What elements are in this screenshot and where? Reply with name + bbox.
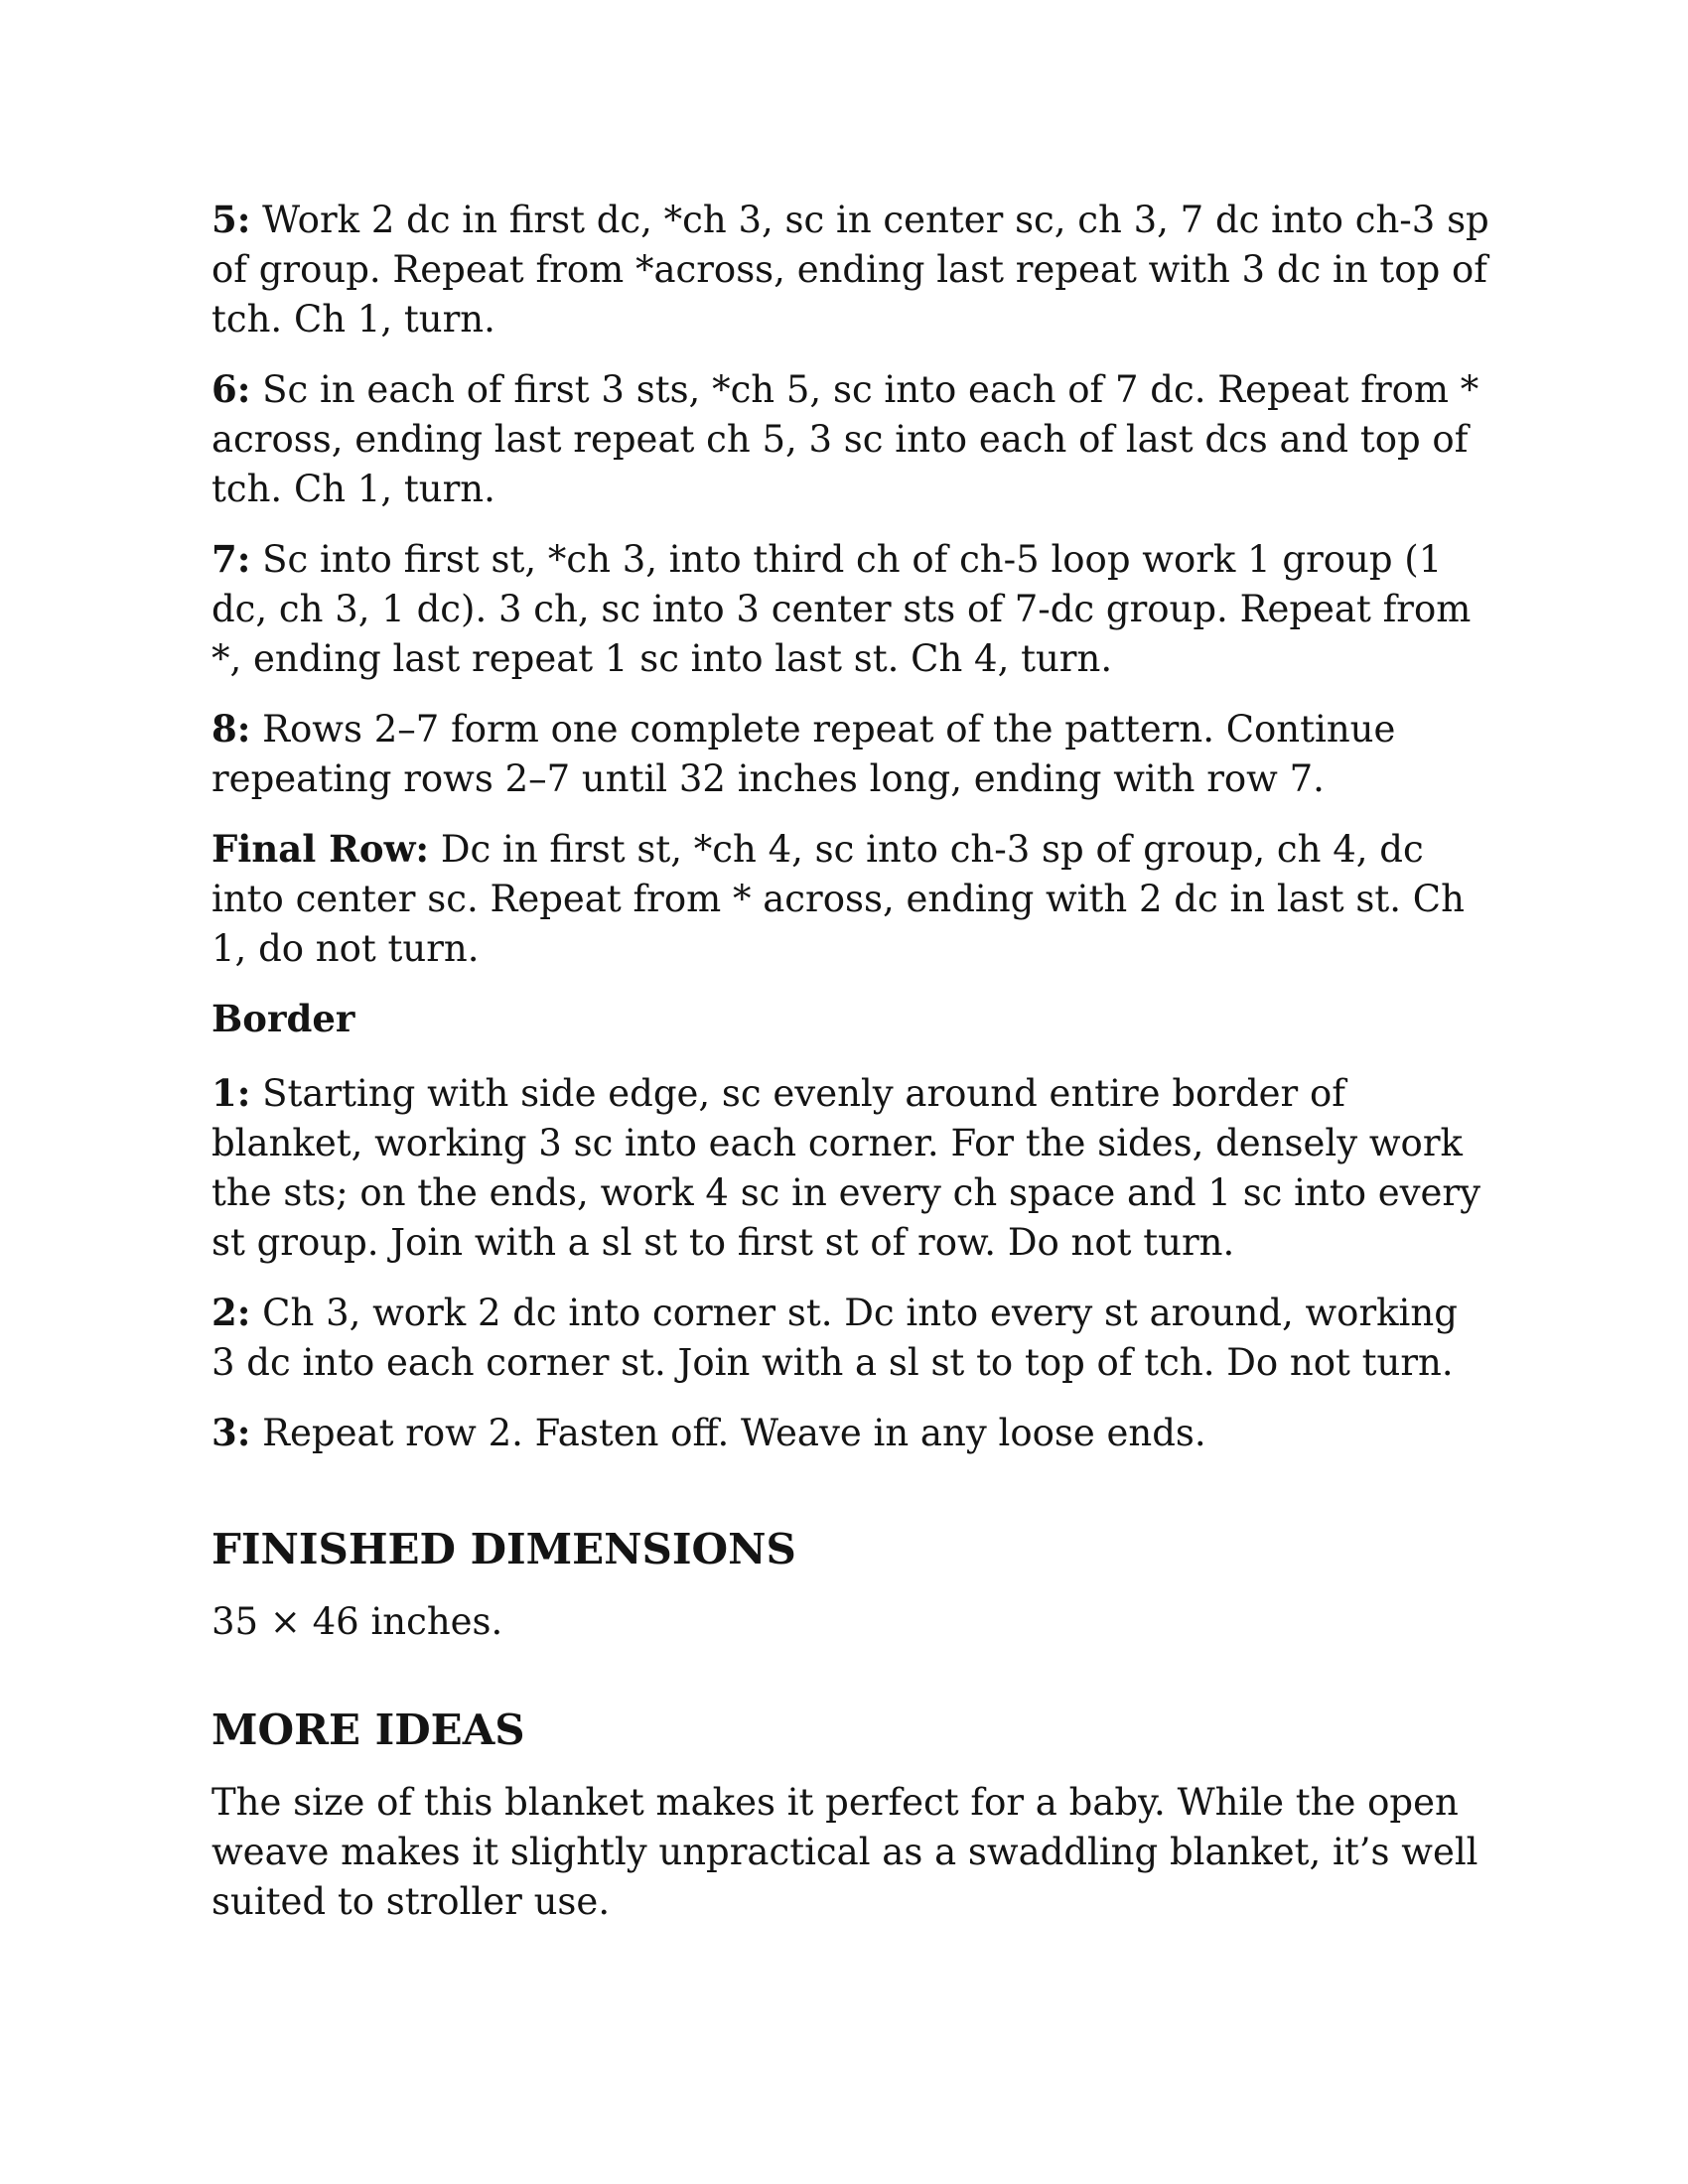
border-row-3 — [211, 1408, 1492, 1458]
row-text: Work 2 dc in first dc, *ch 3, sc in center sc, ch 3, 7 dc into ch-3 sp of group. Repeat from *across, ending last repeat with 3 dc in top of tch. Ch 1, turn. — [211, 199, 1489, 341]
pattern-final-row — [211, 824, 1492, 974]
row-text: Ch 3, work 2 dc into corner st. Dc into every st around, working 3 dc into each corner st. Join with a sl st to top of tch. Do not turn. — [211, 1292, 1458, 1384]
row-text: Dc in first st, *ch 4, sc into ch-3 sp of group, ch 4, dc into center sc. Repeat from * across, ending with 2 dc in last st. Ch 1, do not turn. — [211, 828, 1465, 970]
pattern-row-8 — [211, 704, 1492, 804]
row-text: Rows 2–7 form one complete repeat of the pattern. Continue repeating rows 2–7 until 32 inches long, ending with row 7. — [211, 708, 1396, 800]
row-label: 6: — [211, 367, 251, 411]
row-label: 7: — [211, 537, 251, 581]
spacer — [211, 1667, 1492, 1703]
pattern-row-5 — [211, 195, 1492, 344]
border-heading: Border — [211, 997, 355, 1040]
row-text: Sc in each of first 3 sts, *ch 5, sc into each of 7 dc. Repeat from * across, ending last repeat ch 5, 3 sc into each of last dcs and top of tch. Ch 1, turn. — [211, 368, 1479, 510]
more-ideas-text: The size of this blanket makes it perfect for a baby. While the open weave makes it slightly unpractical as a swaddling blanket, it’s well suited to stroller use. — [211, 1781, 1478, 1923]
border-row-1 — [211, 1068, 1492, 1268]
row-label: 2: — [211, 1291, 251, 1334]
row-label: 3: — [211, 1411, 251, 1454]
document-page — [211, 195, 1492, 1947]
finished-dimensions-heading: FINISHED DIMENSIONS — [211, 1525, 796, 1573]
row-text: Sc into first st, *ch 3, into third ch of ch-5 loop work 1 group (1 dc, ch 3, 1 dc). 3 ch, sc into 3 center sts of 7-dc group. Repeat from *, ending last repeat 1 sc into last st. Ch 4, turn. — [211, 538, 1472, 680]
row-label: 5: — [211, 198, 251, 241]
row-label: 8: — [211, 707, 251, 751]
pattern-row-7 — [211, 534, 1492, 684]
finished-dimensions-text: 35 × 46 inches. — [211, 1600, 503, 1643]
row-label: Final Row: — [211, 827, 430, 871]
row-text: Starting with side edge, sc evenly around entire border of blanket, working 3 sc into each corner. For the sides, densely work the sts; on the ends, work 4 sc in every ch space and 1 sc into every st group. Join with a sl st to first st of row. Do not turn. — [211, 1072, 1481, 1264]
row-label: 1: — [211, 1071, 251, 1115]
border-row-2 — [211, 1288, 1492, 1388]
more-ideas-heading: MORE IDEAS — [211, 1706, 525, 1754]
row-text: Repeat row 2. Fasten off. Weave in any loose ends. — [250, 1412, 1206, 1454]
spacer — [211, 1478, 1492, 1522]
pattern-row-6 — [211, 364, 1492, 514]
